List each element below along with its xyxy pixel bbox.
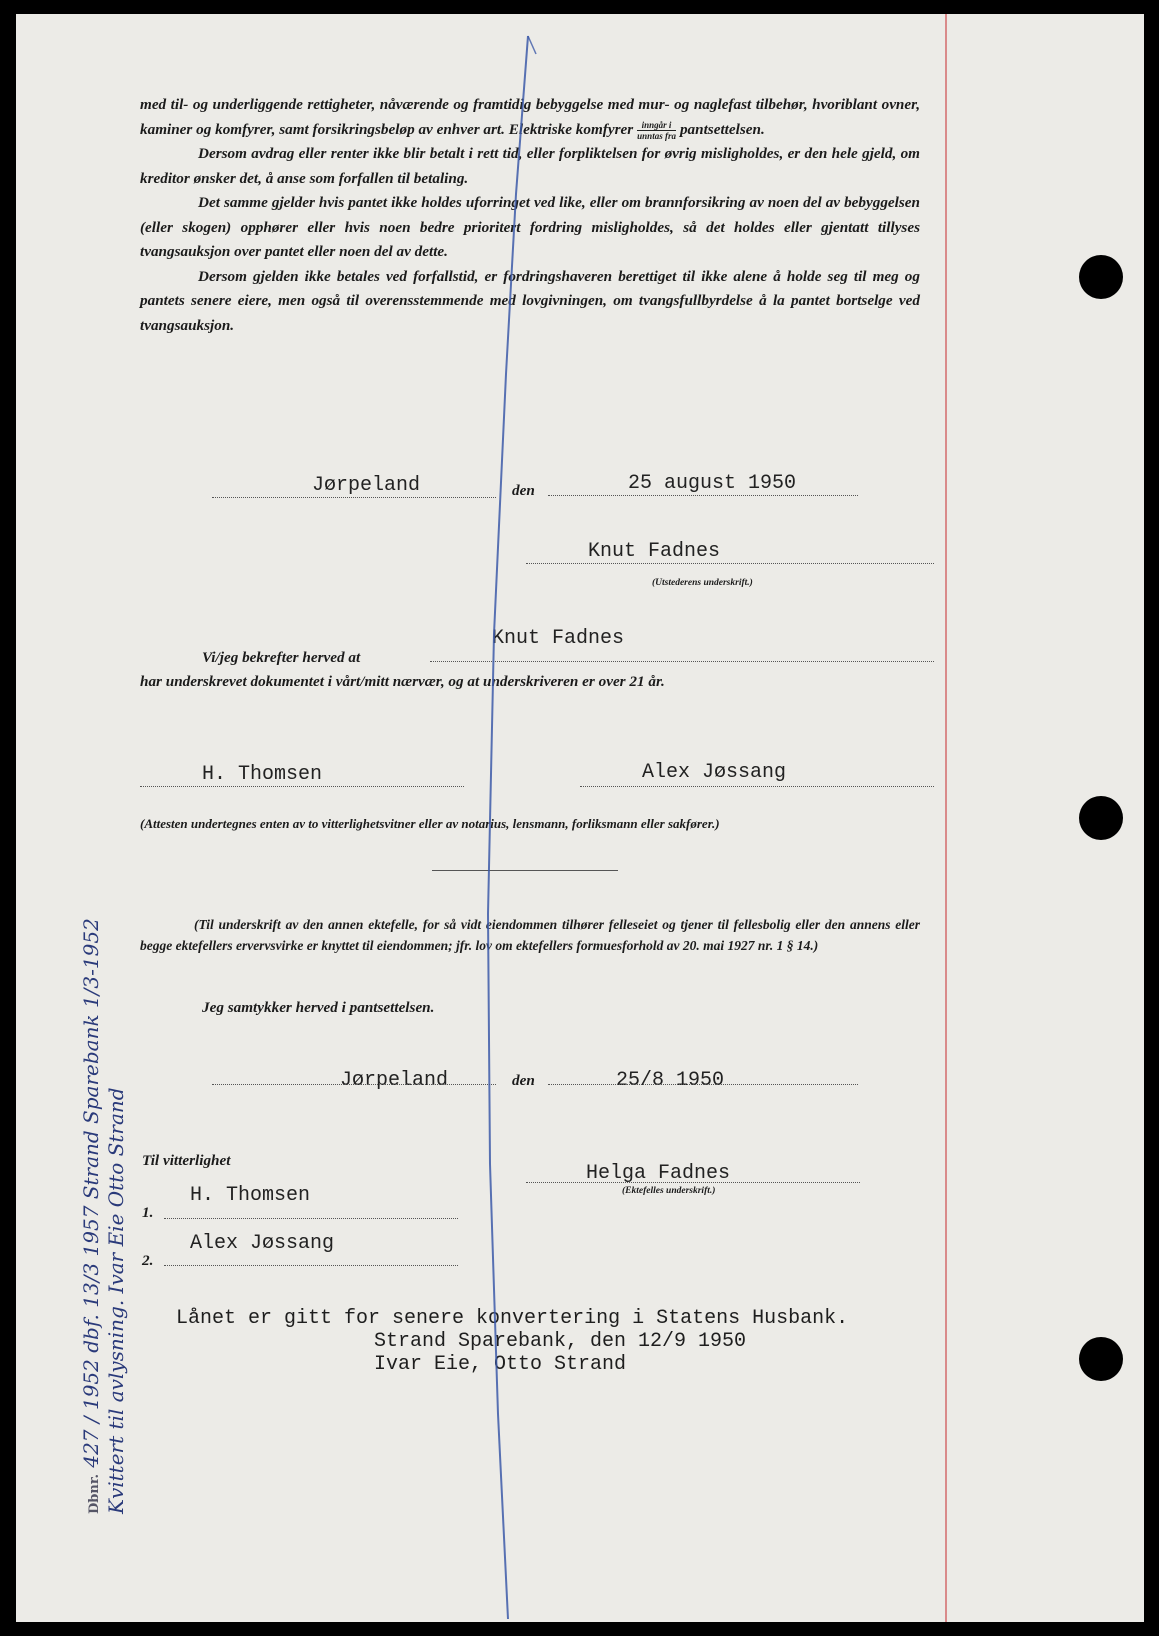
attest-witness-2: Alex Jøssang: [642, 761, 787, 784]
spouse-signing-date: 25/8 1950: [616, 1069, 725, 1092]
attest-witness-1: H. Thomsen: [202, 763, 323, 786]
dotted-line: [548, 495, 858, 496]
attest-prefix: Vi/jeg bekrefter herved at: [202, 649, 361, 666]
dotted-line: [526, 1182, 860, 1183]
signing-date: 25 august 1950: [628, 472, 797, 495]
dotted-line: [164, 1218, 458, 1219]
separator-line: [432, 870, 618, 871]
spouse-witness-2: Alex Jøssang: [190, 1232, 335, 1255]
spouse-signature-caption: (Ektefelles underskrift.): [622, 1186, 716, 1196]
terms-paragraph-1: med til- og underliggende rettigheter, nåværende og framtidig bebyggelse med mur- og naglefast tilbehør, hvoriblant ovner, kaminer og komfyrer, samt forsikringsbeløp av enhver art. Elektriske komfyrer $\frac{\text{inngår i}}{\text{unntas fra}}$ pantsettelsen.: [140, 96, 920, 141]
spouse-note: (Til underskrift av den annen ektefelle, for så vidt eiendommen tilhører felleseiet og tjener til fellesbolig eller den annens eller begge ektefellers ervervsvirke er knyttet til eiendommen; jfr. lov om ektefellers formuesforhold av 20. mai 1927 nr. 1 § 14.): [140, 917, 920, 953]
issuer-name: Knut Fadnes: [588, 540, 721, 563]
attest-caption: (Attesten undertegnes enten av to vitterlighetsvitner eller av notarius, lensmann, forliksmann eller sakfører.): [140, 816, 720, 831]
terms-paragraph-4: Dersom gjelden ikke betales ved forfallstid, er fordringshaveren berettiget til ikke alene å holde seg til meg og pantets senere eiere, men også til overensstemmende med lovgivningen, om tvangsfullbyrdelse å la pantet bortselge ved tvangsauksjon.: [140, 267, 920, 334]
spouse-signing-place: Jørpeland: [340, 1069, 449, 1092]
dotted-line: [548, 1084, 858, 1085]
red-margin-line: [945, 14, 947, 1622]
consent-statement: Jeg samtykker herved i pantsettelsen.: [202, 999, 435, 1016]
dotted-line: [430, 661, 934, 662]
den-label: den: [512, 482, 535, 499]
fraction-choice: $\frac{\text{inngår i}}{\text{unntas fra}}$: [637, 119, 676, 141]
dotted-line: [212, 497, 496, 498]
dotted-line: [164, 1265, 458, 1266]
mortgage-terms: [140, 93, 920, 338]
signing-place: Jørpeland: [312, 474, 421, 497]
document-page: [16, 14, 1144, 1622]
punch-hole: [1079, 796, 1123, 840]
attest-statement: har underskrevet dokumentet i vårt/mitt nærvær, og at underskriveren er over 21 år.: [140, 673, 665, 690]
dotted-line: [140, 786, 464, 787]
witness-number: 2.: [142, 1252, 154, 1269]
den-label: den: [512, 1072, 535, 1089]
bank-stamp: Lånet er gitt for senere konvertering i Statens Husbank. Strand Sparebank, den 12/9 1950 Ivar Eie, Otto Strand: [176, 1307, 849, 1376]
punch-hole: [1079, 255, 1123, 299]
dotted-line: [580, 786, 934, 787]
attested-name: Knut Fadnes: [492, 627, 625, 650]
terms-paragraph-2: Dersom avdrag eller renter ikke blir betalt i rett tid, eller forpliktelsen for øvrig misligholdes, er den hele gjeld, om kreditor ønsker det, å anse som forfallen til betaling.: [140, 145, 920, 187]
issuer-caption: (Utstederens underskrift.): [652, 578, 753, 588]
dotted-line: [526, 563, 934, 564]
witness-number: 1.: [142, 1204, 154, 1221]
spouse-witness-1: H. Thomsen: [190, 1184, 311, 1207]
dotted-line: [212, 1084, 496, 1085]
terms-paragraph-3: Det samme gjelder hvis pantet ikke holdes uforringet ved like, eller om brannforsikring av noen del av bebyggelsen (eller skogen) opphører eller hvis noen bedre prioritert fordring misligholdes, så det holdes eller gjentatt tillyses tvangsauksjon over pantet eller noen del av dette.: [140, 194, 920, 260]
punch-hole: [1079, 1337, 1123, 1381]
handwritten-margin-note: Dbnr. 427 / 1952 dbf. 13/3 1957 Strand Sparebank 1/3-1952 Kvittert til avlysning. Ivar Eie Otto Strand: [79, 918, 128, 1514]
spouse-signature: Helga Fadnes: [586, 1162, 731, 1185]
witness-heading: Til vitterlighet: [142, 1152, 231, 1169]
